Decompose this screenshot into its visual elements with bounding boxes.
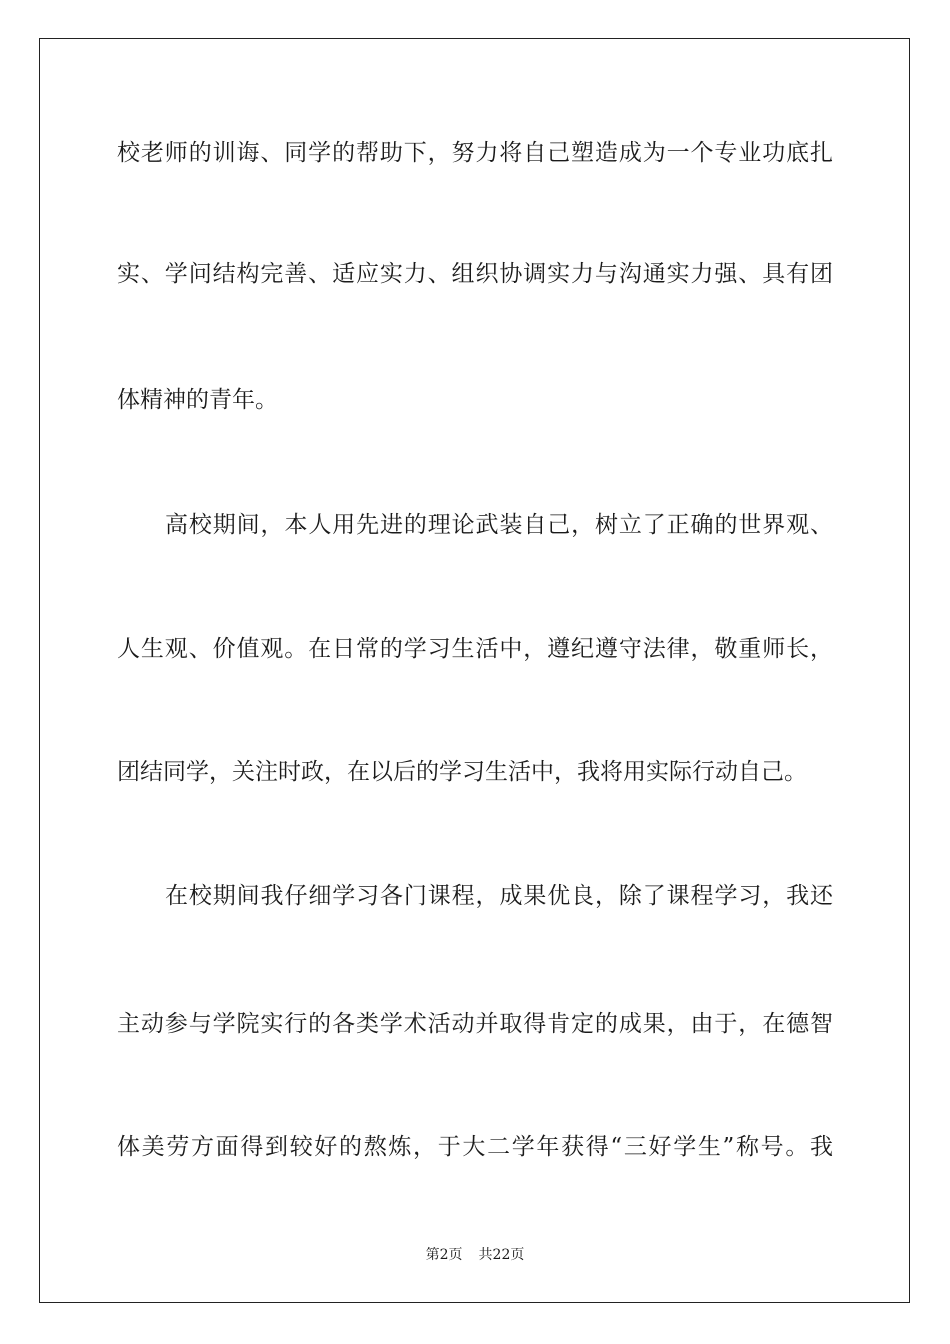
paragraph-1-line-2: 实、学问结构完善、适应实力、组织协调实力与沟通实力强、具有团 [117, 261, 833, 287]
page-footer [0, 1244, 950, 1264]
page-frame [39, 38, 910, 1303]
paragraph-3-line-1: 在校期间我仔细学习各门课程，成果优良，除了课程学习，我还 [165, 883, 833, 909]
page-number: 第2页 [425, 1247, 463, 1263]
paragraph-2-line-3: 团结同学，关注时政，在以后的学习生活中，我将用实际行动自己。 [117, 759, 807, 785]
paragraph-3-line-3: 体美劳方面得到较好的熬炼，于大二学年获得“三好学生”称号。我 [117, 1134, 833, 1160]
paragraph-2-line-2: 人生观、价值观。在日常的学习生活中，遵纪遵守法律，敬重师长， [117, 636, 833, 662]
paragraph-1-line-1: 校老师的训诲、同学的帮助下，努力将自己塑造成为一个专业功底扎 [117, 140, 833, 166]
paragraph-2-line-1: 高校期间，本人用先进的理论武装自己，树立了正确的世界观、 [165, 512, 833, 538]
paragraph-3-line-2: 主动参与学院实行的各类学术活动并取得肯定的成果，由于，在德智 [117, 1011, 833, 1037]
page-total: 共22页 [478, 1247, 525, 1263]
paragraph-1-line-3: 体精神的青年。 [117, 387, 278, 413]
